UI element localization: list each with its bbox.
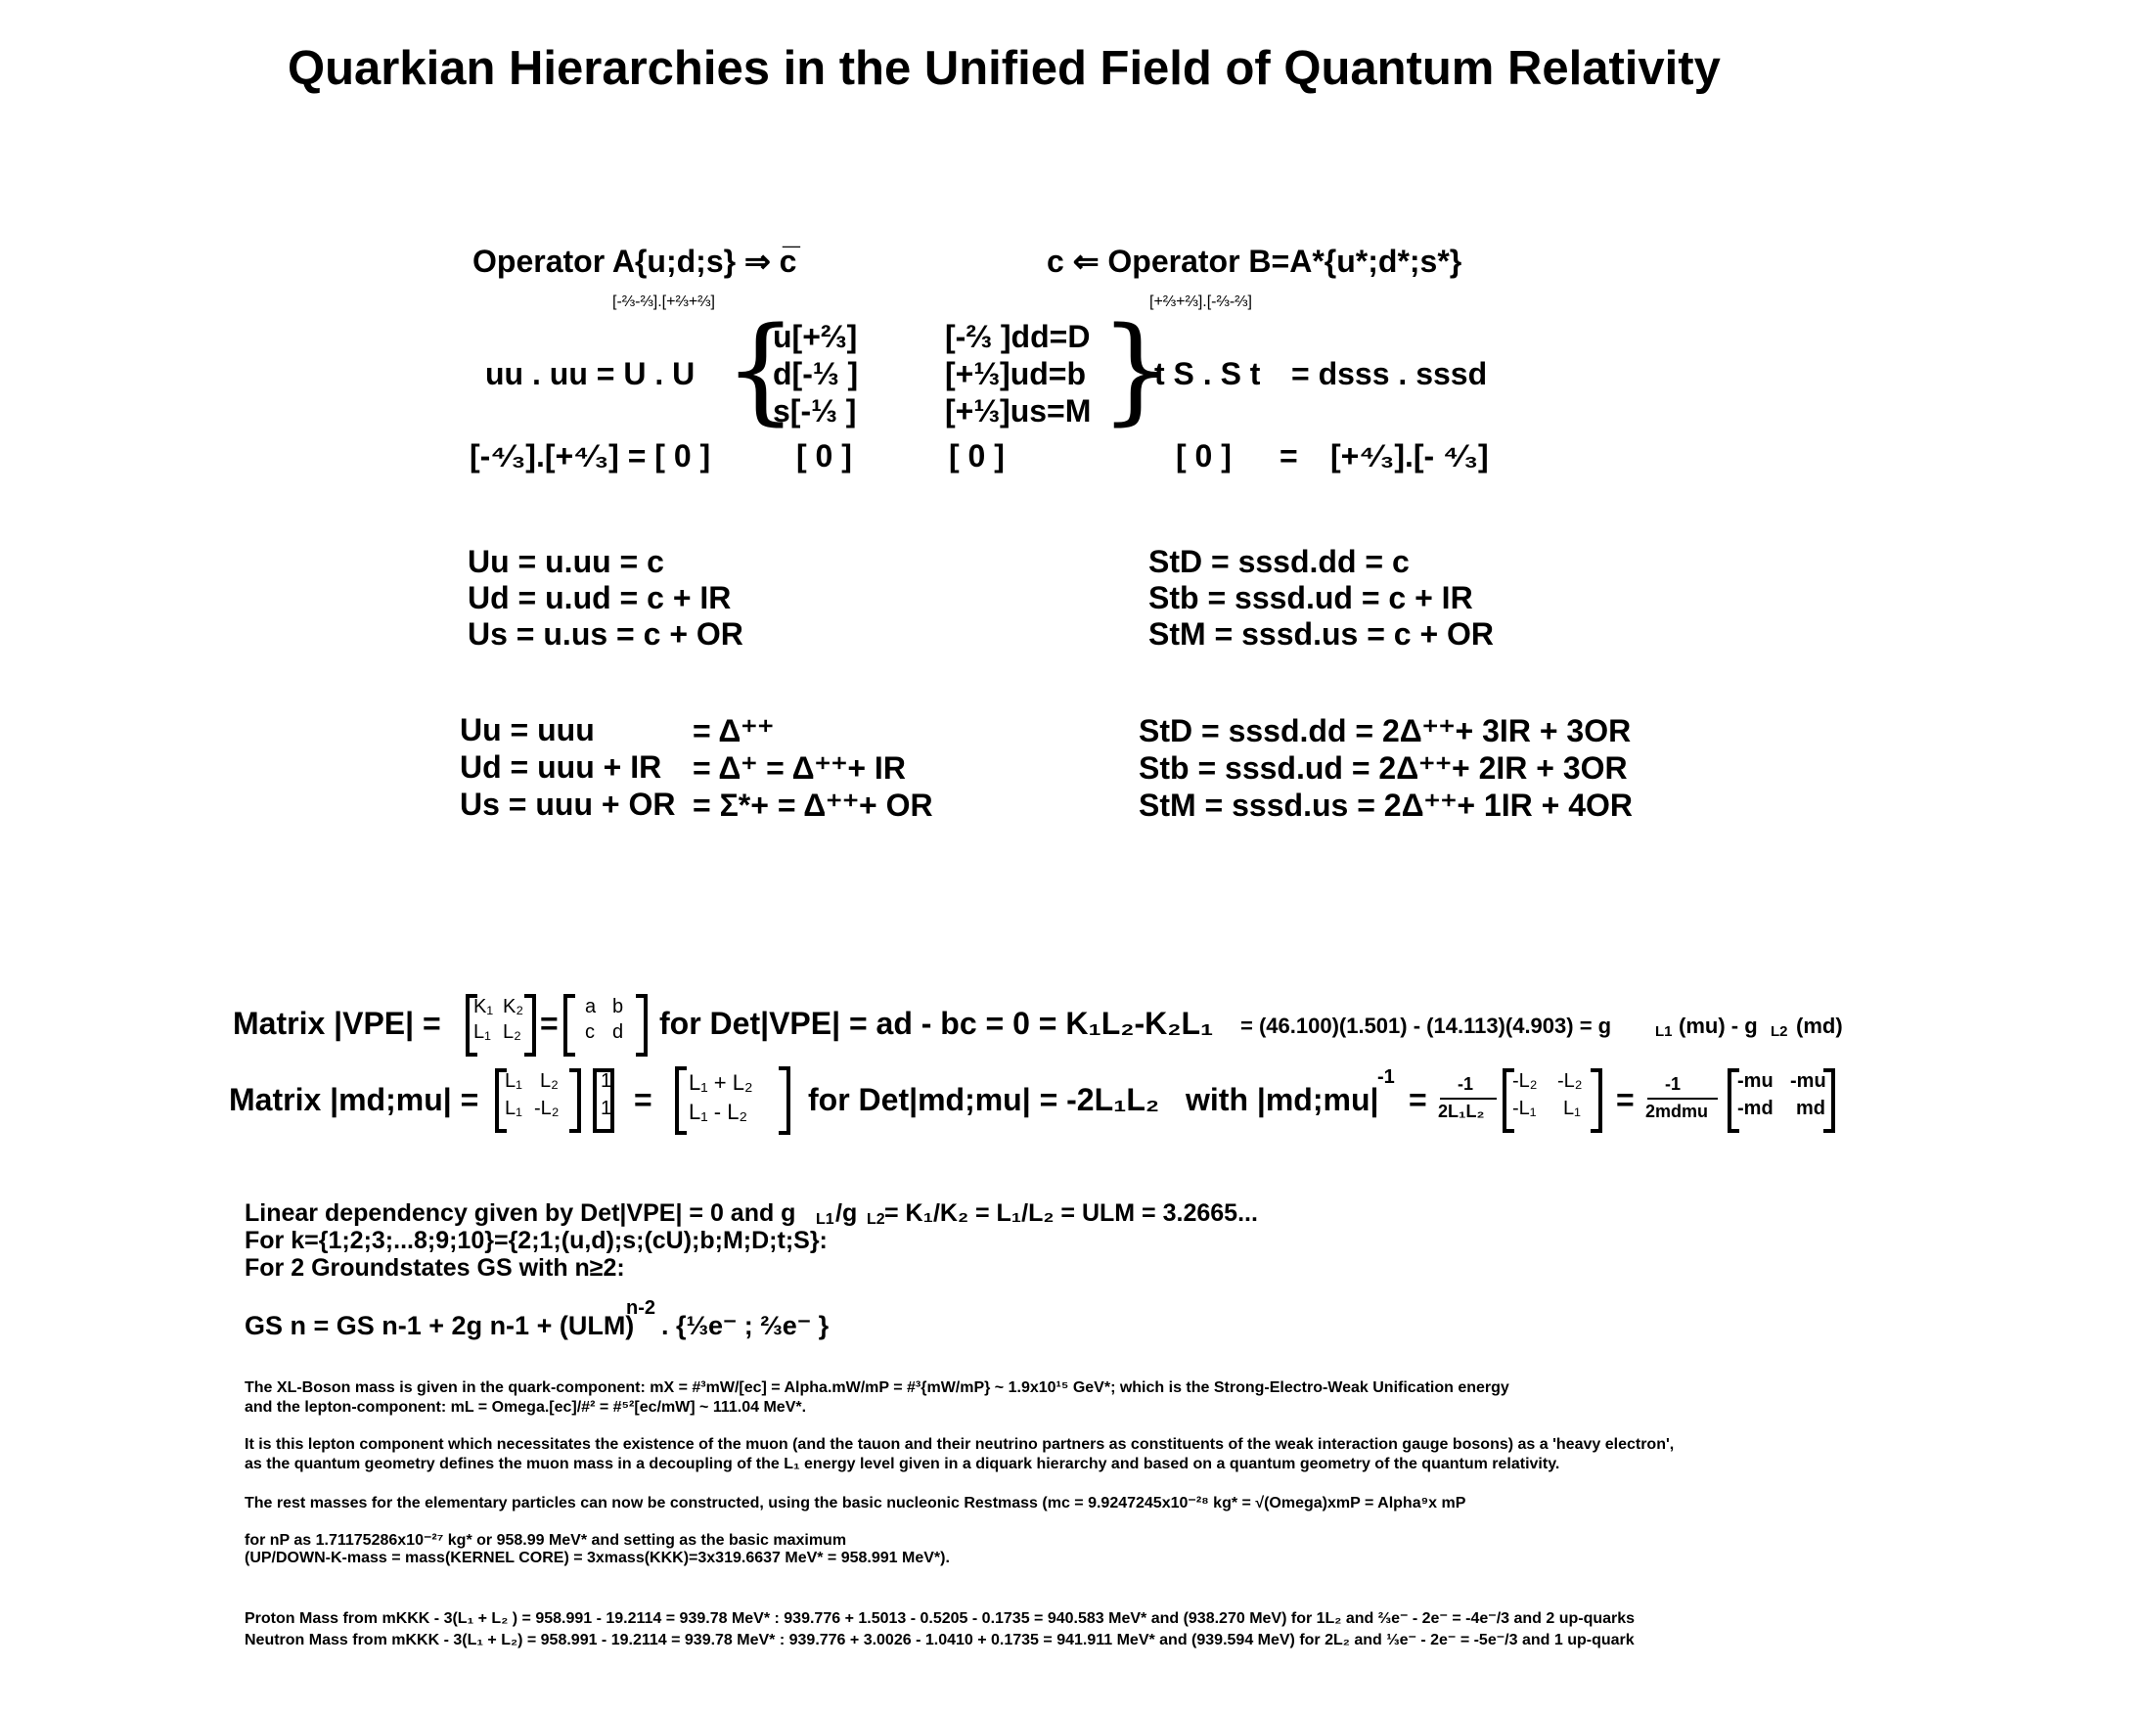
matrix-cell: -mu <box>1737 1070 1774 1092</box>
b-list-item: [+⅓]us=M <box>945 393 1092 428</box>
matrix-cell: b <box>612 996 624 1017</box>
bottom-b-zero: [ 0 ] <box>949 438 1005 474</box>
operator-a-label: Operator A{u;d;s} ⇒ c̅ <box>472 244 797 279</box>
block3-left-line: Ud = uuu + IR <box>460 749 662 785</box>
matrix-cell: d <box>612 1021 624 1043</box>
matrix-cell: L₂ <box>503 1021 521 1043</box>
matrix-cell: L₁ + L₂ <box>689 1070 753 1095</box>
matrix-cell: L₂ <box>540 1070 559 1092</box>
matrix-cell: -L₁ <box>1512 1098 1537 1119</box>
bottom-right-charges: [+⁴⁄₃].[- ⁴⁄₃] <box>1330 438 1489 474</box>
note-line: Proton Mass from mKKK - 3(L₁ + L₂ ) = 958.991 - 19.2114 = 939.78 MeV* : 939.776 + 1.5013 - 0.5205 - 0.1735 = 940.583 MeV* and (938.270 MeV) for 1L₂ and ⅔e⁻ - 2e⁻ = -4e⁻/3 and 2 up-quarks <box>245 1610 1636 1627</box>
note-line: and the lepton-component: mL = Omega.[ec]/#² = #⁵²[ec/mW] ~ 111.04 MeV*. <box>245 1399 807 1416</box>
bottom-right-equals: = <box>1280 438 1298 474</box>
b-list-item: [+⅓]ud=b <box>945 356 1087 391</box>
block3-right-line: StM = sssd.us = 2Δ⁺⁺+ 1IR + 4OR <box>1139 788 1633 823</box>
matrix-mdmu-with: with |md;mu| <box>1186 1082 1379 1117</box>
operator-b-label: c ⇐ Operator B=A*{u*;d*;s*} <box>1047 244 1462 279</box>
matrix-cell: c <box>585 1021 595 1043</box>
block3-right-line: StD = sssd.dd = 2Δ⁺⁺+ 3IR + 3OR <box>1139 713 1632 748</box>
right-equation-b: = dsss . sssd <box>1291 356 1488 391</box>
matrix-cell: -L₂ <box>1557 1070 1583 1092</box>
matrix-cell: 1 <box>601 1098 612 1119</box>
matrix-bracket <box>1591 1068 1602 1133</box>
linear-line-3: For 2 Groundstates GS with n≥2: <box>245 1254 625 1282</box>
matrix-bracket <box>524 994 536 1057</box>
linear-line-2: For k={1;2;3;...8;9;10}={2;1;(u,d);s;(cU);b;M;D;t;S}: <box>245 1227 828 1254</box>
matrix-cell: -L₂ <box>1512 1070 1538 1092</box>
matrix-cell: L₁ - L₂ <box>689 1100 747 1124</box>
page-title: Quarkian Hierarchies in the Unified Field of Quantum Relativity <box>288 42 1721 95</box>
matrix-vpe-sub1: L1 <box>1655 1023 1673 1040</box>
a-list-item: d[-⅓ ] <box>773 356 859 391</box>
block3-mid-line: = Δ⁺⁺ <box>693 713 775 748</box>
bottom-a-zero: [ 0 ] <box>796 438 852 474</box>
frac-numerator: -1 <box>1458 1074 1474 1094</box>
matrix-vpe-det: for Det|VPE| = ad - bc = 0 = K₁L₂-K₂L₁ <box>659 1006 1214 1041</box>
block3-mid-line: = Δ⁺ = Δ⁺⁺+ IR <box>693 750 906 786</box>
right-equation-a: t S . S t <box>1154 356 1261 391</box>
matrix-mdmu-label: Matrix |md;mu| = <box>229 1082 479 1117</box>
left-equation: uu . uu = U . U <box>485 356 696 391</box>
block3-left-line: Us = uuu + OR <box>460 787 676 822</box>
bottom-right-zero: [ 0 ] <box>1176 438 1232 474</box>
matrix-cell: -L₂ <box>534 1098 560 1119</box>
block3-right-line: Stb = sssd.ud = 2Δ⁺⁺+ 2IR + 3OR <box>1139 750 1628 786</box>
matrix-vpe-tail: (mu) - g <box>1679 1014 1758 1038</box>
block2-right-line: Stb = sssd.ud = c + IR <box>1148 580 1473 615</box>
operator-b-charges: [+⅔+⅔].[-⅔-⅔] <box>1149 293 1252 310</box>
matrix-vpe-sub2: L2 <box>1771 1023 1788 1040</box>
matrix-vpe-tail2: (md) <box>1796 1014 1843 1038</box>
a-list-item: u[+⅔] <box>773 319 858 354</box>
fraction-bar <box>1647 1098 1718 1100</box>
matrix-cell: a <box>585 996 597 1017</box>
note-line: The XL-Boson mass is given in the quark-component: mX = #³mW/[ec] = Alpha.mW/mP = #³{mW/mP} ~ 1.9x10¹⁵ GeV*; which is the Strong-Electro-Weak Unification energy <box>245 1379 1509 1396</box>
matrix-cell: L₁ <box>1563 1098 1581 1119</box>
block2-left-line: Us = u.us = c + OR <box>468 616 743 652</box>
matrix-bracket <box>563 994 575 1057</box>
matrix-cell: -md <box>1737 1098 1774 1119</box>
a-list-item: s[-⅓ ] <box>773 393 857 428</box>
operator-a-charges: [-⅔-⅔].[+⅔+⅔] <box>612 293 715 310</box>
matrix-mdmu-inv: -1 <box>1377 1066 1395 1088</box>
note-line: (UP/DOWN-K-mass = mass(KERNEL CORE) = 3xmass(KKK)=3x319.6637 MeV* = 958.991 MeV*). <box>245 1550 950 1566</box>
linear-tail2: = K₁/K₂ = L₁/L₂ = ULM = 3.2665... <box>884 1199 1258 1227</box>
block2-right-line: StM = sssd.us = c + OR <box>1148 616 1495 652</box>
linear-line-1: Linear dependency given by Det|VPE| = 0 and g <box>245 1199 796 1227</box>
matrix-cell: md <box>1796 1098 1825 1119</box>
note-line: as the quantum geometry defines the muon mass in a decoupling of the L₁ energy level given in a diquark hierarchy and based on a quantum geometry of the quantum relativity. <box>245 1456 1560 1472</box>
matrix-bracket <box>569 1068 581 1133</box>
gs-tail: . {⅓e⁻ ; ⅔e⁻ } <box>661 1311 830 1340</box>
matrix-mdmu-equals: = <box>634 1082 652 1117</box>
block2-left-line: Uu = u.uu = c <box>468 544 664 579</box>
right-brace-icon: } <box>1100 301 1174 436</box>
matrix-cell: L₁ <box>473 1021 491 1043</box>
left-brace-icon: { <box>724 301 798 436</box>
block2-left-line: Ud = u.ud = c + IR <box>468 580 732 615</box>
matrix-cell: K₁ <box>473 996 494 1017</box>
matrix-cell: -mu <box>1790 1070 1826 1092</box>
frac2-numerator: -1 <box>1665 1074 1682 1094</box>
matrix-vpe-values: = (46.100)(1.501) - (14.113)(4.903) = g <box>1240 1014 1612 1038</box>
matrix-bracket <box>779 1066 790 1135</box>
note-line: It is this lepton component which necessitates the existence of the muon (and the tauon and their neutrino partners as constituents of the weak interaction gauge bosons) as a 'heavy electron', <box>245 1436 1675 1453</box>
block3-left-line: Uu = uuu <box>460 712 595 747</box>
frac-denominator: 2L₁L₂ <box>1438 1102 1485 1121</box>
linear-tail: /g <box>835 1199 858 1227</box>
note-line: The rest masses for the elementary particles can now be constructed, using the basic nucleonic Restmass (mc = 9.9247245x10⁻²⁸ kg* = √(Omega)xmP = Alpha⁹x mP <box>245 1495 1466 1511</box>
gs-exponent: n-2 <box>626 1297 655 1319</box>
matrix-bracket <box>603 1068 614 1133</box>
matrix-vpe-label: Matrix |VPE| = <box>233 1006 441 1041</box>
note-line: for nP as 1.71175286x10⁻²⁷ kg* or 958.99 MeV* and setting as the basic maximum <box>245 1532 847 1549</box>
matrix-bracket <box>1823 1068 1835 1133</box>
matrix-mdmu-det: for Det|md;mu| = -2L₁L₂ <box>808 1082 1160 1117</box>
matrix-cell: K₂ <box>503 996 524 1017</box>
matrix-cell: L₁ <box>505 1098 522 1119</box>
b-list-item: [-⅔ ]dd=D <box>945 319 1091 354</box>
fraction-bar <box>1440 1098 1497 1100</box>
block2-right-line: StD = sssd.dd = c <box>1148 544 1410 579</box>
matrix-bracket <box>636 994 648 1057</box>
matrix-bracket <box>675 1066 687 1135</box>
matrix-cell: L₁ <box>505 1070 522 1092</box>
matrix-cell: 1 <box>601 1070 612 1092</box>
block3-mid-line: = Σ*+ = Δ⁺⁺+ OR <box>693 788 933 823</box>
bottom-left-charges: [-⁴⁄₃].[+⁴⁄₃] = [ 0 ] <box>470 438 711 474</box>
frac2-denominator: 2mdmu <box>1645 1102 1709 1121</box>
note-line: Neutron Mass from mKKK - 3(L₁ + L₂) = 958.991 - 19.2114 = 939.78 MeV* : 939.776 + 3.0026 - 1.0410 + 0.1735 = 941.911 MeV* and (939.594 MeV) for 2L₂ and ⅓e⁻ - 2e⁻ = -5e⁻/3 and 1 up-quark <box>245 1632 1635 1648</box>
gs-formula: GS n = GS n-1 + 2g n-1 + (ULM) <box>245 1311 635 1340</box>
